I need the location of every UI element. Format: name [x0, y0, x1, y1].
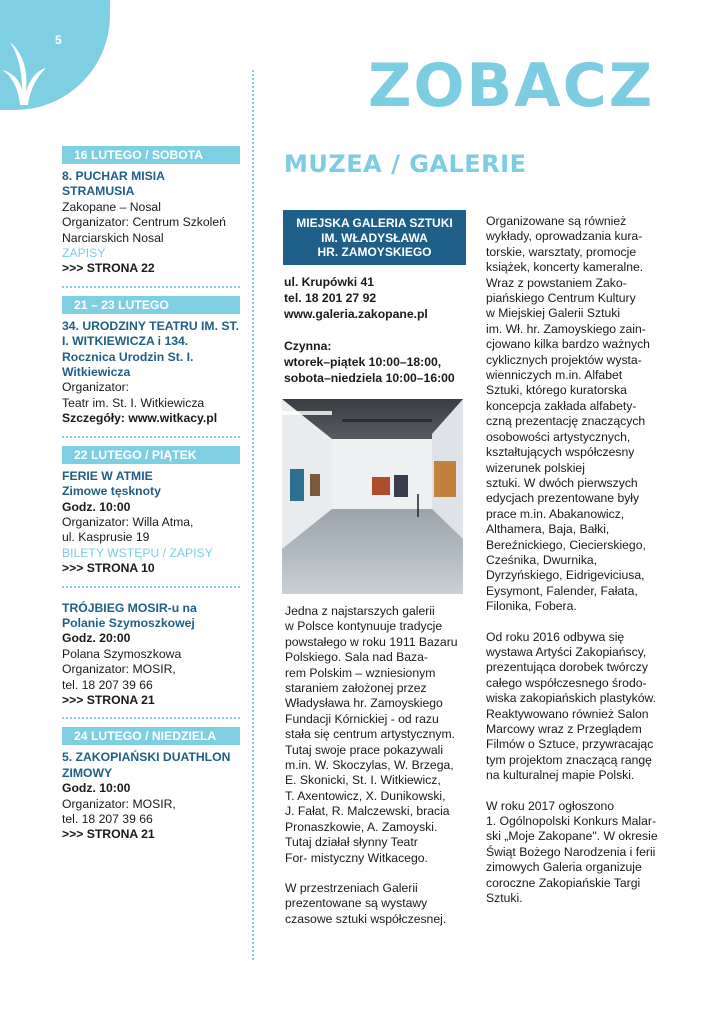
gallery-name-line: HR. ZAMOYSKIEGO	[317, 245, 432, 259]
dotted-divider	[62, 436, 240, 438]
event-item	[62, 164, 240, 277]
dotted-divider	[62, 286, 240, 288]
article-paragraph: Od roku 2016 odbywa się wystawa Artyści Zakopiańscy, prezentująca dorobek twórczy całego współczesnego środo- wiska zakopiańskich plastyków. Reaktywowano również Salon Marcowy wraz z Przeglądem Filmów o Sztuce, przywracając tym projektom znaczącą rangę na kulturalnej mapie Polski.	[486, 629, 657, 783]
article-paragraph: W przestrzeniach Galerii prezentowane są wystawy czasowe sztuki współczesnej.	[285, 880, 447, 926]
article-paragraph: Jedna z najstarszych galerii w Polsce kontynuuje tradycje powstałego w roku 1911 Bazaru Polskiego. Sala nad Baza- rem Polskim – wzniesionym staraniem założonej przez Władysława hr. Zamoyskiego Fundacji Kórnickiej - od razu stała się centrum artystycznym. Tutaj swoje prace pokazywali m.in. W. Skoczylas, W. Brzega, E. Skonicki, St. I. Witkiewicz, T. Axentowicz, X. Dunikowski, J. Fałat, R. Malczewski, bracia Pronaszkowie, A. Zamoyski. Tutaj działał słynny Teatr For- mistyczny Witkacego.	[285, 604, 458, 865]
hours-weekend: sobota–niedziela 10:00–16:00	[284, 371, 455, 385]
hours-label: Czynna:	[284, 339, 332, 353]
section-title: MUZEA / GALERIE	[284, 150, 527, 178]
gallery-interior-photo	[282, 399, 463, 594]
event-page-link[interactable]: >>> STRONA 22	[62, 261, 155, 276]
event-time: Godz. 10:00	[62, 781, 131, 796]
gallery-phone: tel. 18 201 27 92	[284, 291, 377, 305]
event-item	[62, 596, 240, 709]
event-item	[62, 745, 240, 842]
column-divider	[252, 70, 254, 960]
event-line: tel. 18 207 39 66	[62, 812, 153, 826]
article-right-column	[486, 214, 666, 906]
event-line: Organizator: MOSIR,	[62, 796, 176, 811]
gallery-website[interactable]: www.galeria.zakopane.pl	[284, 307, 428, 321]
event-title: 34. URODZINY TEATRU IM. ST. I. WITKIEWICZA i 134. Rocznica Urodzin St. I. Witkiewicza	[62, 318, 239, 380]
gallery-info	[284, 274, 474, 386]
event-line: Polana Szymoszkowa	[62, 646, 182, 661]
event-time: Godz. 10:00	[62, 499, 131, 514]
event-line: Organizator: MOSIR,	[62, 662, 176, 677]
hours-weekdays: wtorek–piątek 10:00–18:00,	[284, 355, 442, 369]
article-paragraph: Organizowane są również wykłady, oprowadzania kura- torskie, warsztaty, promocje książek, koncerty kameralne. Wraz z powstaniem Zako- piańskiego Centrum Kultury w Miejskiej Galerii Sztuki im. Wł. hr. Zamoyskiego zain- cjowano kilka bardzo ważnych cyklicznych projektów wysta- wienniczych m.in. Alfabet Sztuki, którego kuratorska koncepcja zakłada alfabety- czną prezentację znaczących osobowości artystycznych, kształtujących współczesny wizerunek polskiej sztuki. W dwóch pierwszych edycjach prezentowane były prace m.in. Abakanowicz, Althamera, Baja, Bałki, Bereźnickiego, Ciecierskiego, Cześnika, Dwurnika, Dyrzyńskiego, Eidrigeviciusa, Eysymont, Falender, Fałata, Filonika, Fobera.	[486, 214, 650, 614]
date-header: 22 LUTEGO / PIĄTEK	[62, 446, 240, 464]
event-line: Teatr im. St. I. Witkiewicza	[62, 395, 205, 410]
article-middle-column	[285, 604, 465, 927]
gallery-name-box	[283, 210, 466, 265]
event-item	[62, 464, 240, 577]
article-paragraph: W roku 2017 ogłoszono 1. Ogólnopolski Konkurs Malar- ski „Moje Zakopane". W okresie Świąt Bożego Narodzenia i ferii zimowych Galeria organizuje coroczne Zakopiańskie Targi Sztuki.	[486, 798, 658, 906]
gallery-name-line: IM. WŁADYSŁAWA	[321, 230, 428, 245]
gallery-name-line: MIEJSKA GALERIA SZTUKI	[296, 216, 453, 230]
date-header: 16 LUTEGO / SOBOTA	[62, 146, 240, 164]
page-number: 5	[55, 33, 62, 47]
event-title: 5. ZAKOPIAŃSKI DUATHLON ZIMOWY	[62, 750, 231, 780]
event-line: ul. Kasprusie 19	[62, 530, 150, 545]
events-column	[62, 146, 240, 843]
event-item	[62, 314, 240, 427]
event-signup-link[interactable]: ZAPISY	[62, 246, 106, 261]
page-title: ZOBACZ	[368, 51, 655, 121]
event-page-link[interactable]: >>> STRONA 10	[62, 561, 155, 576]
event-title: FERIE W ATMIE	[62, 468, 153, 483]
event-line: Organizator:	[62, 380, 130, 395]
event-page-link[interactable]: >>> STRONA 21	[62, 692, 155, 707]
plant-logo-icon	[0, 30, 48, 105]
dotted-divider	[62, 717, 240, 719]
event-time: Godz. 20:00	[62, 631, 131, 646]
date-header: 24 LUTEGO / NIEDZIELA	[62, 727, 240, 745]
event-page-link[interactable]: >>> STRONA 21	[62, 827, 155, 842]
gallery-address: ul. Krupówki 41	[284, 275, 375, 289]
event-line: Organizator: Willa Atma,	[62, 514, 194, 529]
event-line: tel. 18 207 39 66	[62, 677, 153, 692]
event-line: Organizator: Centrum Szkoleń Narciarskich Nosal	[62, 215, 226, 245]
event-title: TRÓJBIEG MOSIR-u na Polanie Szymoszkowej	[62, 600, 197, 630]
event-subtitle: Zimowe tęsknoty	[62, 484, 161, 499]
event-details-link[interactable]: Szczegóły: www.witkacy.pl	[62, 411, 218, 426]
dotted-divider	[62, 586, 240, 588]
date-header: 21 – 23 LUTEGO	[62, 296, 240, 314]
event-tickets-link[interactable]: BILETY WSTĘPU / ZAPISY	[62, 545, 213, 560]
event-line: Zakopane – Nosal	[62, 199, 161, 214]
event-title: 8. PUCHAR MISIA STRAMUSIA	[62, 169, 165, 199]
